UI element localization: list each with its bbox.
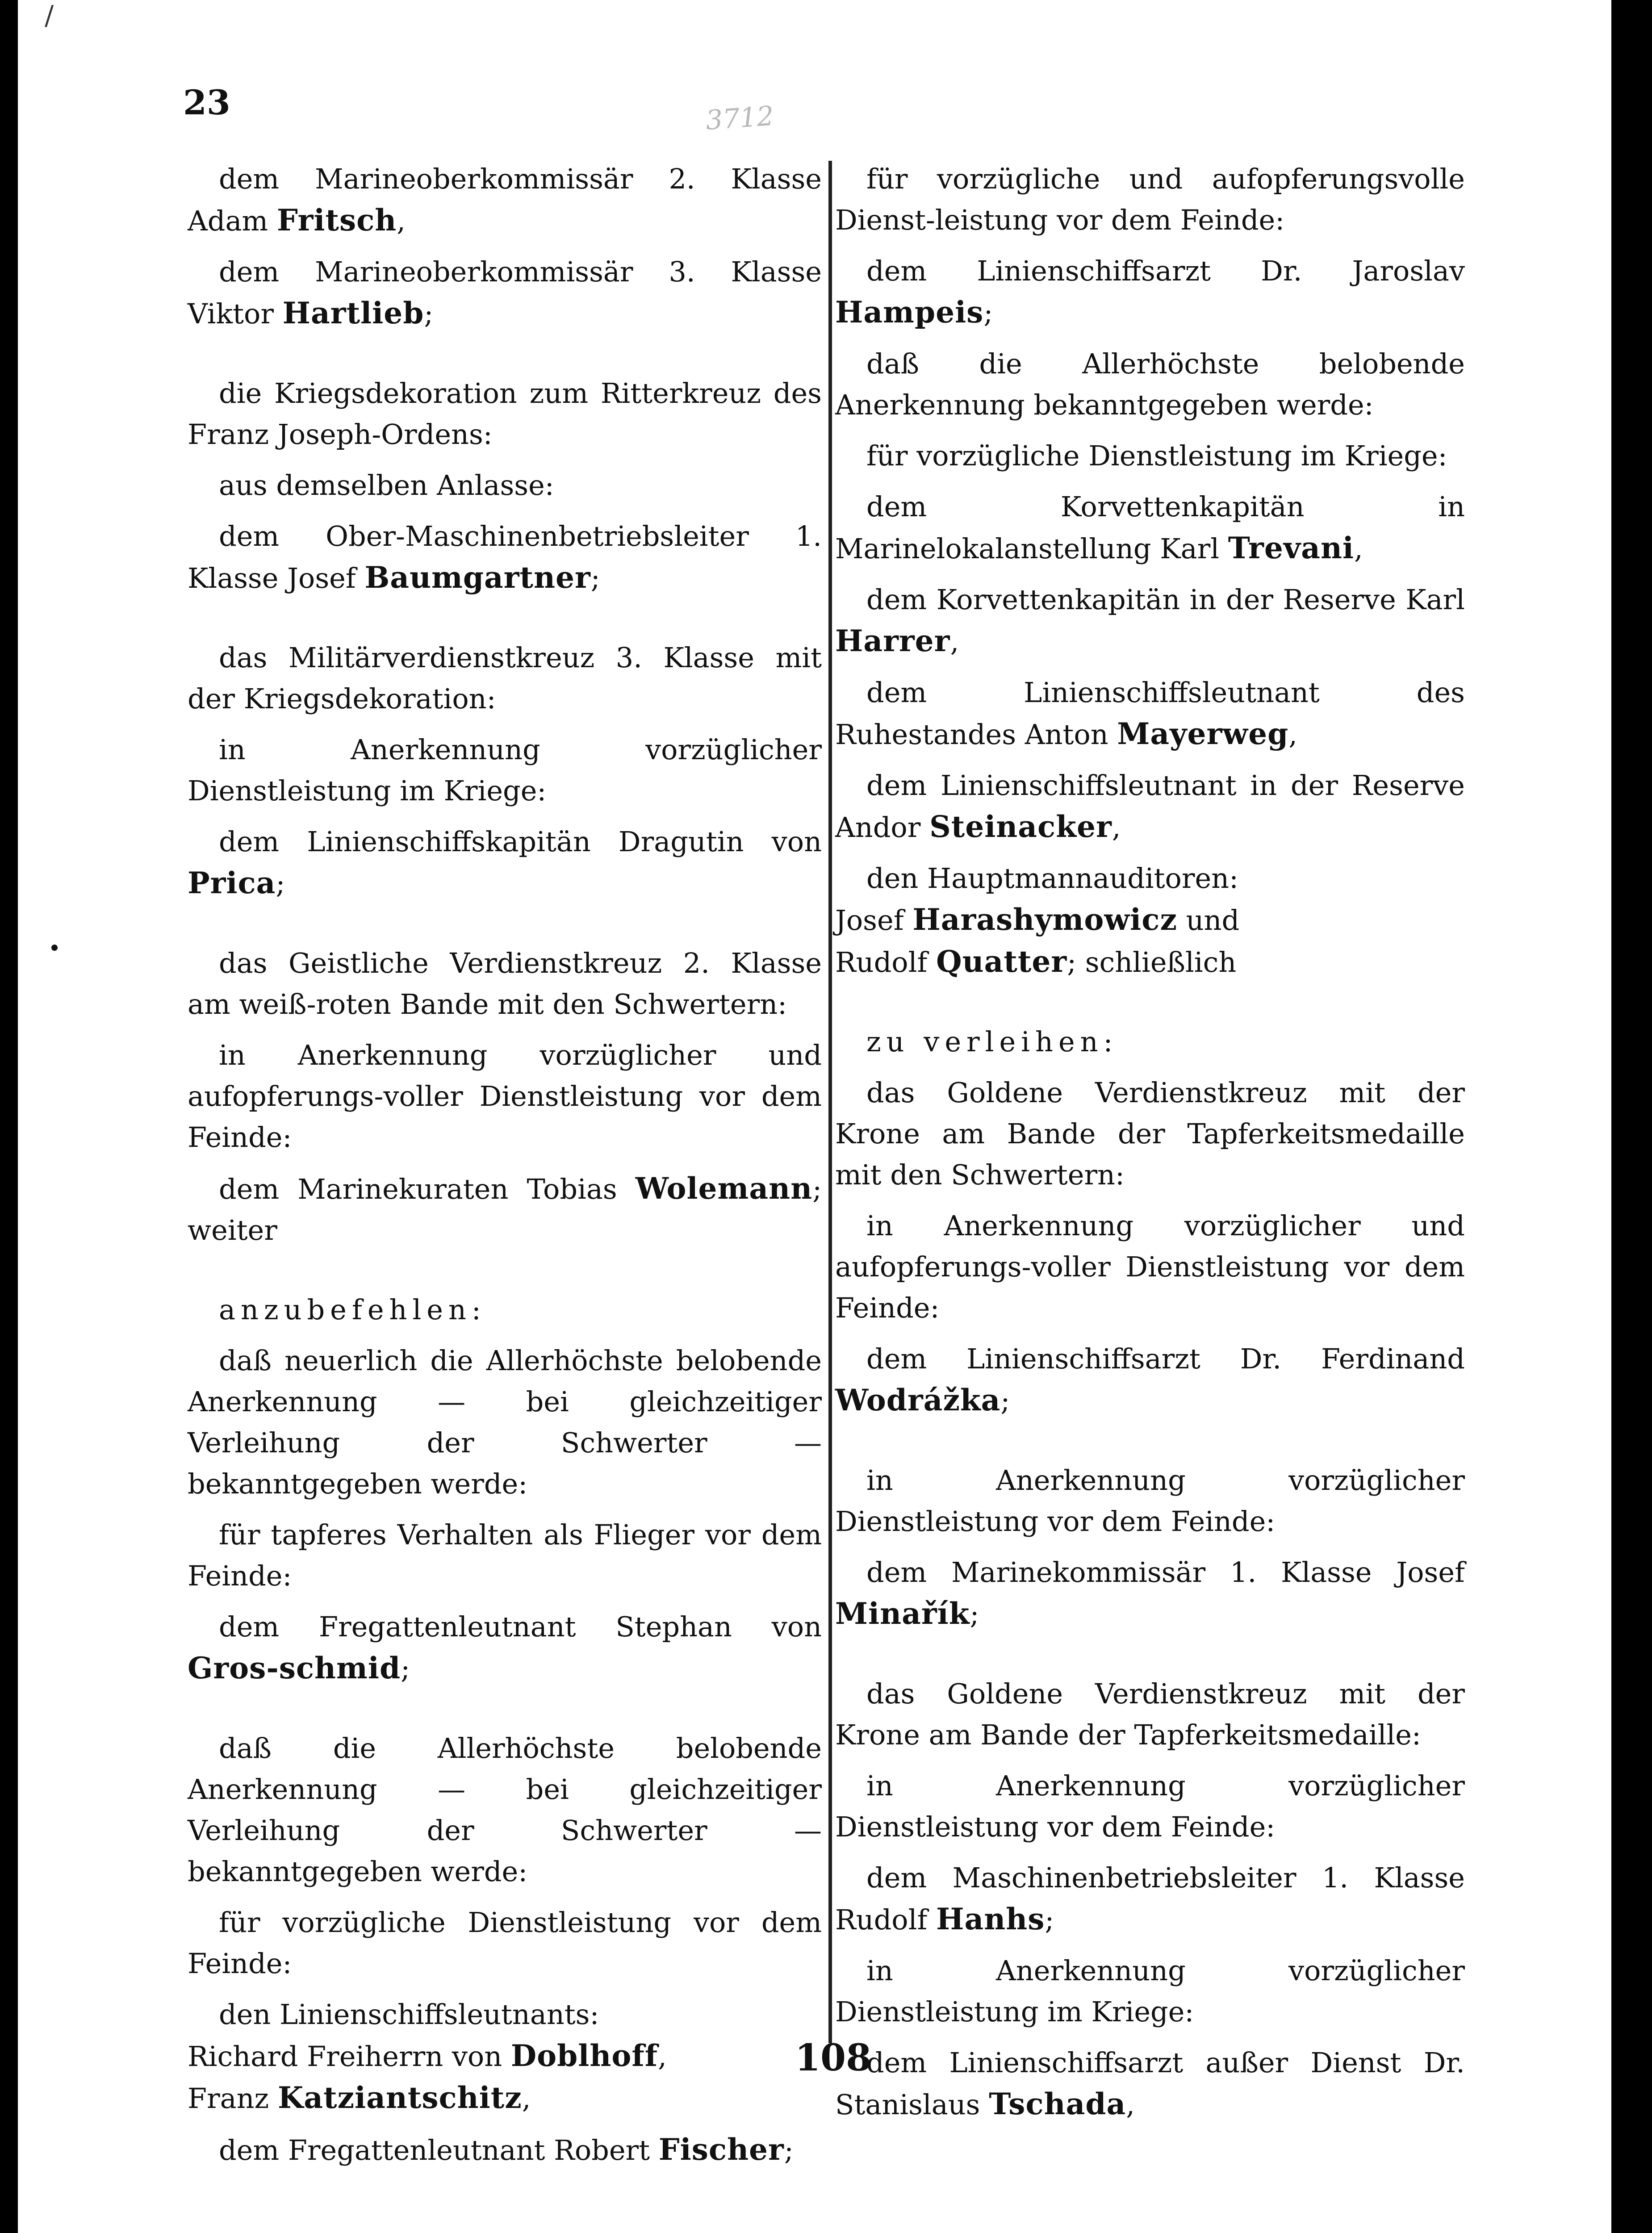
paragraph: daß neuerlich die Allerhöchste belobende Anerkennung — bei gleichzeitiger Verleihung der Schwerter — bekanntgegeben werde: bbox=[188, 1344, 822, 1500]
paragraph: Rudolf Quatter; schließlich bbox=[835, 944, 1237, 979]
right-column bbox=[835, 159, 1465, 2125]
paragraph: in Anerkennung vorzüglicher Dienstleistung vor dem Feinde: bbox=[835, 1464, 1465, 1538]
scan-border bbox=[1611, 0, 1652, 2233]
paragraph: Franz Katziantschitz, bbox=[188, 2080, 531, 2115]
paragraph: dem Linienschiffsarzt außer Dienst Dr. Stanislaus Tschada, bbox=[835, 2046, 1465, 2121]
paragraph: dem Marineoberkommissär 2. Klasse Adam Fritsch, bbox=[188, 163, 822, 238]
paragraph: die Kriegsdekoration zum Ritterkreuz des Franz Joseph-Ordens: bbox=[188, 377, 822, 451]
paragraph: das Goldene Verdienstkreuz mit der Krone am Bande der Tapferkeitsmedaille: bbox=[835, 1677, 1465, 1751]
paragraph: dem Ober-Maschinenbetriebsleiter 1. Klasse Josef Baumgartner; bbox=[188, 520, 822, 595]
page-number-bottom: 108 bbox=[795, 2036, 872, 2079]
paragraph: dem Linienschiffskapitän Dragutin von Prica; bbox=[188, 825, 822, 900]
paragraph: dem Maschinenbetriebsleiter 1. Klasse Rudolf Hanhs; bbox=[835, 1861, 1465, 1936]
paragraph: das Goldene Verdienstkreuz mit der Krone am Bande der Tapferkeitsmedaille mit den Schwertern: bbox=[835, 1076, 1465, 1191]
paragraph: für vorzügliche Dienstleistung im Kriege: bbox=[866, 439, 1447, 472]
paragraph: daß die Allerhöchste belobende Anerkennung bekanntgegeben werde: bbox=[835, 347, 1465, 421]
paragraph: dem Marineoberkommissär 3. Klasse Viktor Hartlieb; bbox=[188, 255, 822, 330]
paragraph: dem Linienschiffsarzt Dr. Jaroslav Hampeis; bbox=[835, 255, 1465, 330]
paragraph: dem Linienschiffsarzt Dr. Ferdinand Wodrážka; bbox=[835, 1342, 1465, 1418]
paragraph: dem Korvettenkapitän in Marinelokalanstellung Karl Trevani, bbox=[835, 490, 1465, 565]
left-column bbox=[188, 159, 822, 2171]
section-heading: anzubefehlen: bbox=[219, 1293, 486, 1326]
paragraph: Josef Harashymowicz und bbox=[835, 902, 1240, 937]
paragraph: aus demselben Anlasse: bbox=[219, 469, 554, 502]
paragraph: dem Linienschiffsleutnant des Ruhestandes Anton Mayerweg, bbox=[835, 676, 1465, 751]
section-heading: zu verleihen: bbox=[866, 1025, 1118, 1058]
page-number-top: 23 bbox=[183, 83, 230, 122]
paragraph: dem Marinekommissär 1. Klasse Josef Minařík; bbox=[835, 1556, 1465, 1631]
paragraph: den Linienschiffsleutnants: bbox=[219, 1998, 599, 2031]
paragraph: dem Korvettenkapitän in der Reserve Karl Harrer, bbox=[835, 583, 1465, 658]
paragraph: in Anerkennung vorzüglicher Dienstleistung im Kriege: bbox=[835, 1954, 1465, 2028]
paragraph: das Geistliche Verdienstkreuz 2. Klasse am weiß-roten Bande mit den Schwertern: bbox=[188, 947, 822, 1020]
paragraph: daß die Allerhöchste belobende Anerkennung — bei gleichzeitiger Verleihung der Schwerter — bekanntgegeben werde: bbox=[188, 1732, 822, 1888]
margin-dot bbox=[51, 945, 58, 951]
paragraph: dem Fregattenleutnant Robert Fischer; bbox=[219, 2132, 794, 2167]
paragraph: dem Linienschiffsleutnant in der Reserve Andor Steinacker, bbox=[835, 769, 1465, 844]
paragraph: für vorzügliche Dienstleistung vor dem Feinde: bbox=[188, 1906, 822, 1980]
paragraph: dem Marinekuraten Tobias Wolemann; weiter bbox=[188, 1171, 822, 1246]
archive-stamp: 3712 bbox=[704, 100, 775, 137]
paragraph: für vorzügliche und aufopferungsvolle Dienst-leistung vor dem Feinde: bbox=[835, 163, 1465, 236]
paragraph: in Anerkennung vorzüglicher und aufopferungs-voller Dienstleistung vor dem Feinde: bbox=[188, 1039, 822, 1154]
paragraph: in Anerkennung vorzüglicher Dienstleistung vor dem Feinde: bbox=[835, 1769, 1465, 1843]
paragraph: für tapferes Verhalten als Flieger vor dem Feinde: bbox=[188, 1518, 822, 1592]
paragraph: den Hauptmannauditoren: bbox=[866, 862, 1239, 895]
paragraph: in Anerkennung vorzüglicher und aufopferungs-voller Dienstleistung vor dem Feinde: bbox=[835, 1209, 1465, 1324]
column-divider bbox=[828, 161, 832, 2043]
paragraph: dem Fregattenleutnant Stephan von Gros-schmid; bbox=[188, 1610, 822, 1685]
document-page bbox=[18, 0, 1617, 2233]
paragraph: das Militärverdienstkreuz 3. Klasse mit der Kriegsdekoration: bbox=[188, 641, 822, 715]
paragraph: Richard Freiherrn von Doblhoff, bbox=[188, 2038, 667, 2073]
paragraph: in Anerkennung vorzüglicher Dienstleistung im Kriege: bbox=[188, 733, 822, 807]
margin-mark: / bbox=[45, 0, 54, 31]
